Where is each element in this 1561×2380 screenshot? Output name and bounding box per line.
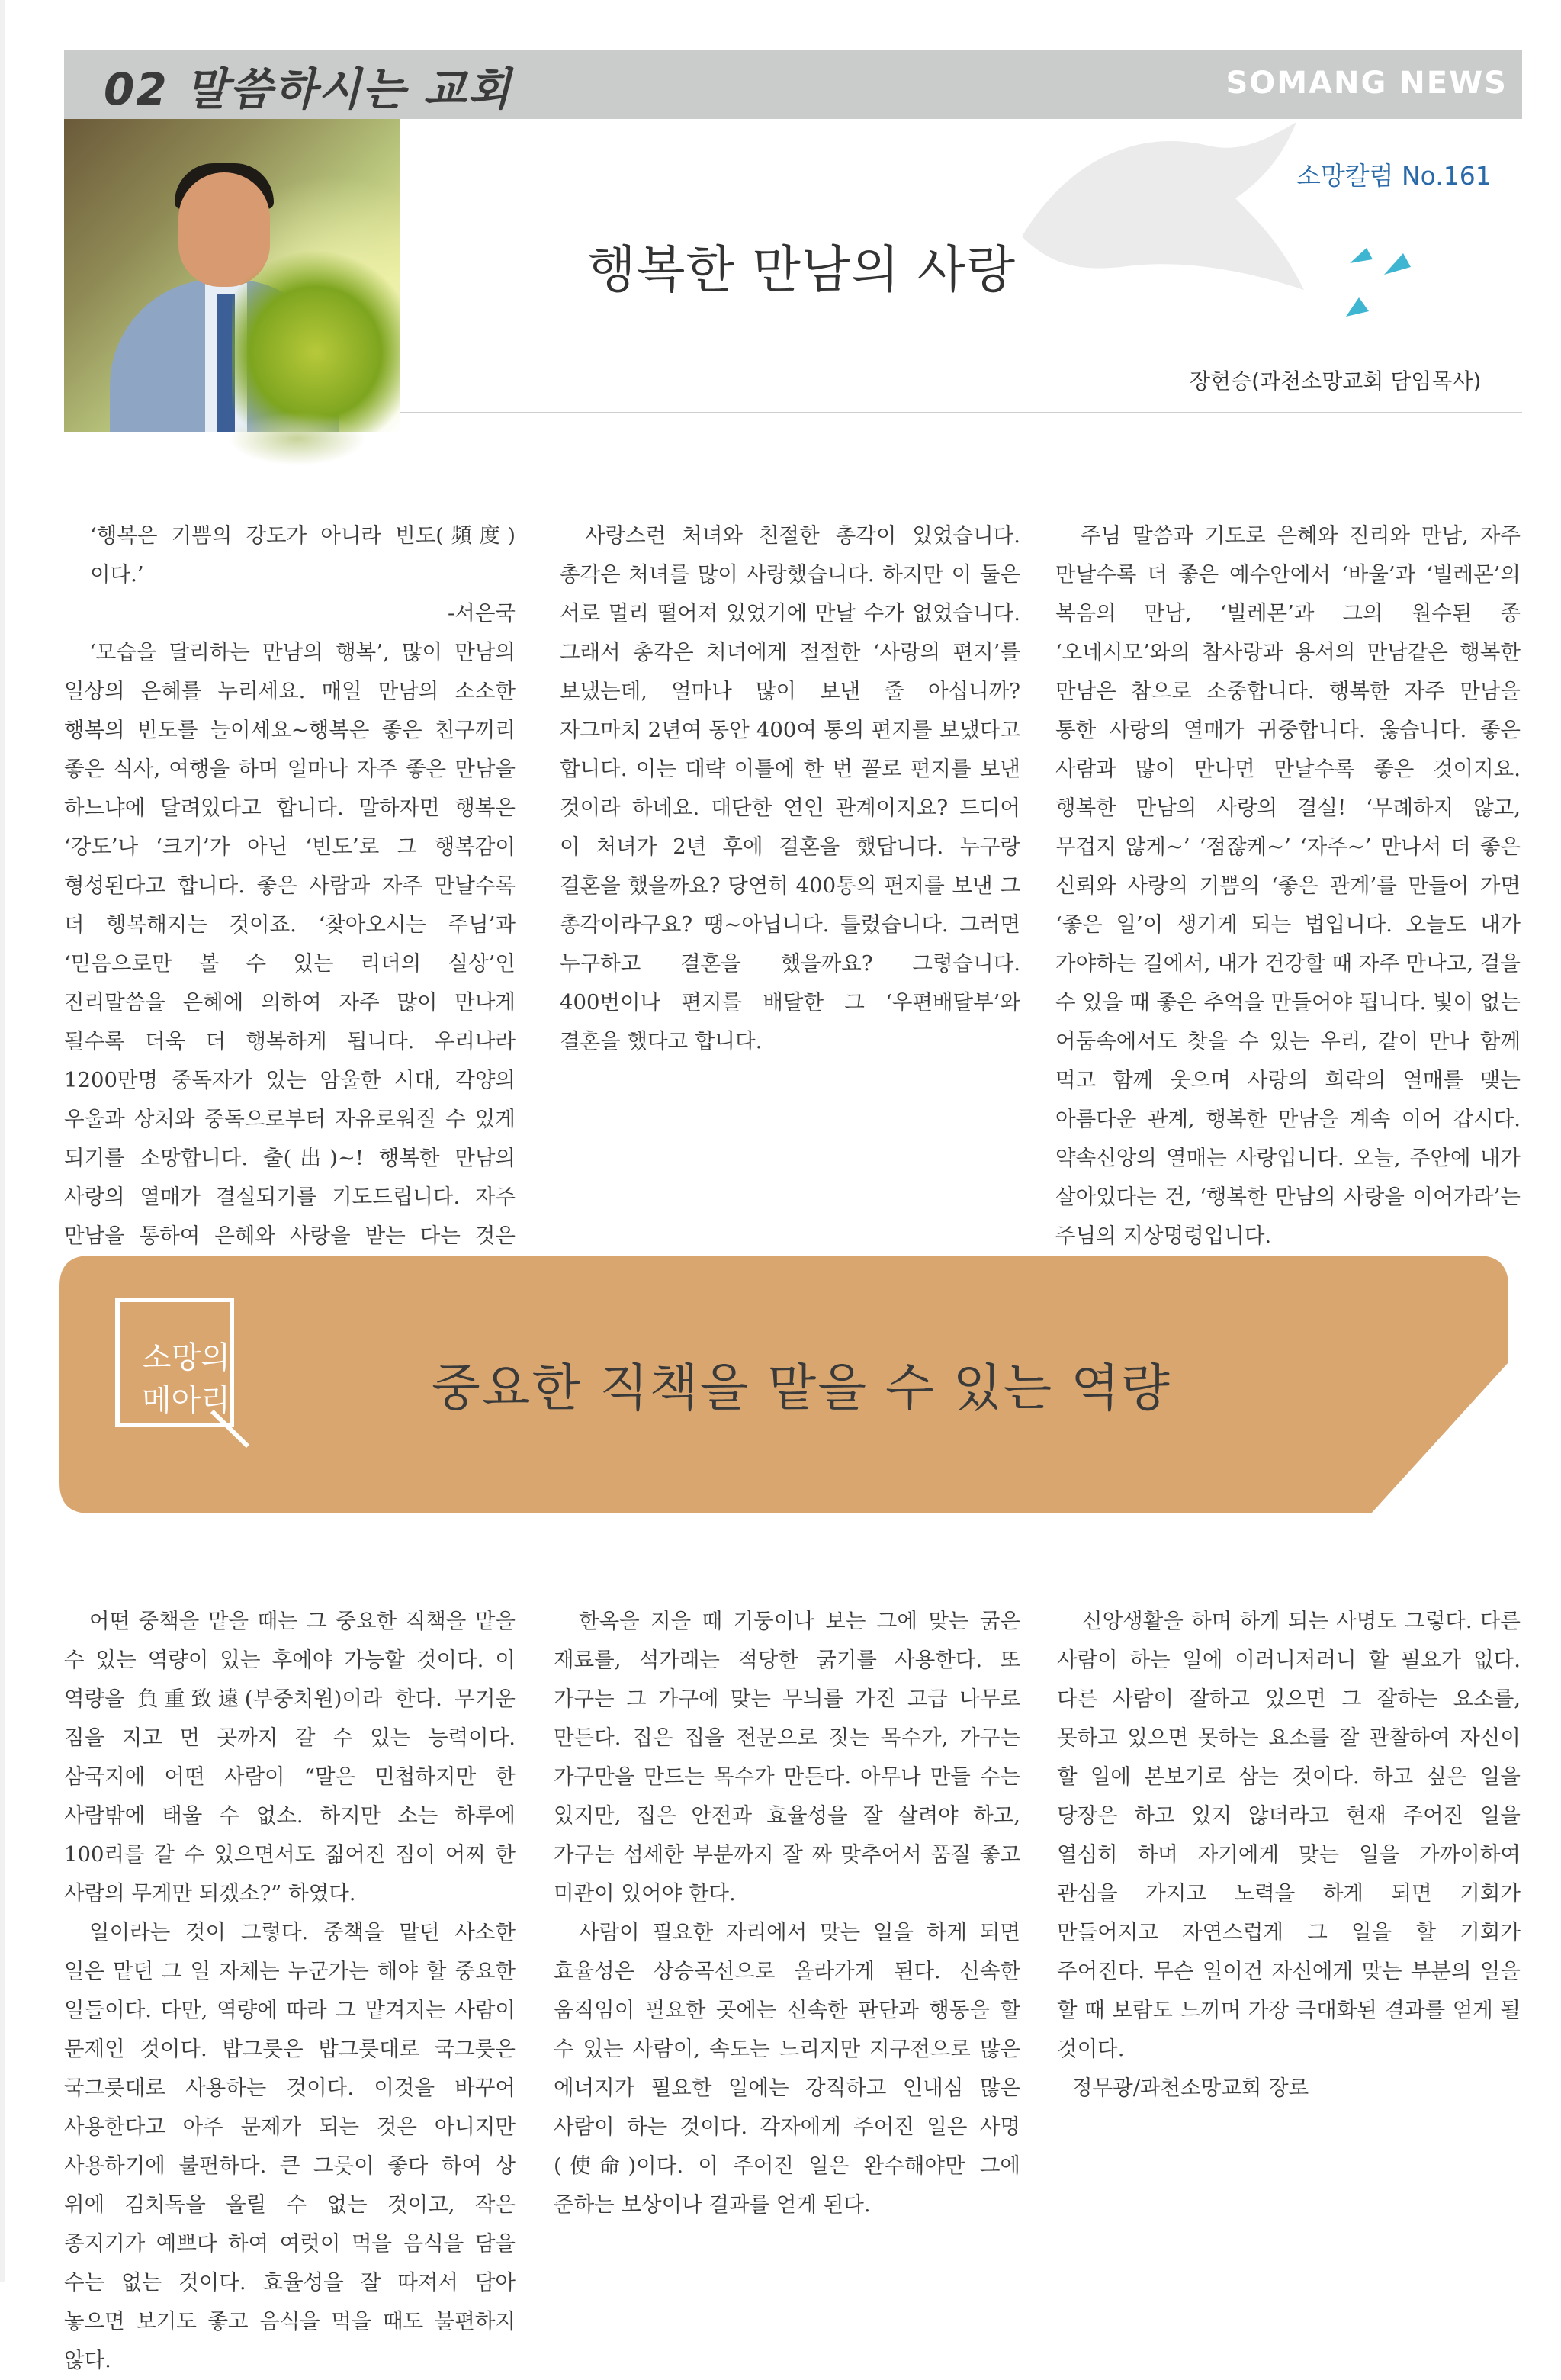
article2-paragraph-2: 일이라는 것이 그렇다. 중책을 맡던 사소한 일은 맡던 그 일 자체는 누군가는 해야 할 중요한 일들이다. 다만, 역량에 따라 그 맡겨지는 사람이 문제인 것이다. 밥그릇은 밥그릇대로 국그릇은 국그릇대로 사용하는 것이다. 이것을 바꾸어 사용한다고 아주 문제가 되는 것은 아니지만 사용하기에 불편하다. 큰 그릇이 좋다 하여 상 위에 김치독을 올릴 수 없는 것이고, 작은 종지기가 예쁘다 하여 여럿이 먹을 음식을 담을 수는 없는 것이다. 효율성을 잘 따져서 담아 놓으면 보기도 좋고 음식을 먹을 때도 불편하지 않다. — [64, 1920, 516, 2372]
epigraph-quote: ‘행복은 기쁨의 강도가 아니라 빈도(頻度)이다.’ — [90, 523, 516, 587]
header-divider — [400, 412, 1522, 413]
article2-column-3 — [1057, 1602, 1521, 2108]
banner-title: 중요한 직책을 맡을 수 있는 역량 — [432, 1359, 1171, 1417]
article2-column-2 — [554, 1602, 1020, 2224]
photo-decoration — [229, 412, 366, 465]
article1-column-3 — [1055, 516, 1521, 1256]
birds-icon — [1342, 244, 1426, 336]
article1-paragraph-3: 주님 말씀과 기도로 은혜와 진리와 만남, 자주 만날수록 더 좋은 예수안에서 ‘바울’과 ‘빌레몬’의 복음의 만남, ‘빌레몬’과 그의 원수된 종 ‘오네시모’와의 참사랑과 용서의 만남같은 행복한 만남은 참으로 소중합니다. 행복한 자주 만남을 통한 사랑의 열매가 귀중합니다. 옳습니다. 좋은 사람과 많이 만나면 만날수록 좋은 것이지요. 행복한 만남의 사랑의 결실! ‘무례하지 않고, 무겁지 않게~’ ‘점잖케~’ ‘자주~’ 만나서 더 좋은 신뢰와 사랑의 기쁨의 ‘좋은 관계’를 만들어 가면 ‘좋은 일’이 생기게 되는 법입니다. 오늘도 내가 가야하는 길에서, 내가 건강할 때 자주 만나고, 걸을 수 있을 때 좋은 추억을 만들어야 됩니다. 빛이 없는 어둠속에서도 찾을 수 있는 우리, 같이 만나 함께 먹고 함께 웃으며 사랑의 희락의 열매를 맺는 아름다운 관계, 행복한 만남을 계속 이어 갑시다. 약속신앙의 열매는 사랑입니다. 오늘, 주안에 내가 살아있다는 건, ‘행복한 만남의 사랑을 이어가라’는 주님의 지상명령입니다. — [1055, 523, 1521, 1248]
author-byline: 장현승(과천소망교회 담임목사) — [1190, 368, 1482, 394]
brand-logo: SOMANG NEWS — [1225, 66, 1508, 101]
article1-column-1 — [64, 516, 516, 1295]
epigraph-source: -서은국 — [448, 601, 516, 626]
article2-column-1 — [64, 1602, 516, 2380]
banner-label-line2: 메아리 — [142, 1383, 230, 1418]
article2-paragraph-5: 신앙생활을 하며 하게 되는 사명도 그렇다. 다른 사람이 하는 일에 이러니저러니 할 필요가 없다. 다른 사람이 잘하고 있으면 그 잘하는 요소를, 못하고 있으면 못하는 요소를 잘 관찰하여 자신이 할 일에 본보기로 삼는 것이다. 하고 싶은 일을 당장은 하고 있지 않더라고 현재 주어진 일을 열심히 하며 자기에게 맞는 일을 가까이하여 관심을 가지고 노력을 하게 되면 기회가 만들어지고 자연스럽게 그 일을 할 기회가 주어진다. 무슨 일이건 자신에게 맞는 부분의 일을 할 때 보람도 느끼며 가장 극대화된 결과를 얻게 될 것이다. — [1057, 1609, 1521, 2061]
article1-paragraph-2: 사랑스런 처녀와 친절한 총각이 있었습니다. 총각은 처녀를 많이 사랑했습니다. 하지만 이 둘은 서로 멀리 떨어져 있었기에 만날 수가 없었습니다. 그래서 총각은 처녀에게 절절한 ‘사랑의 편지’를 보냈는데, 얼마나 많이 보낸 줄 아십니까? 자그마치 2년여 동안 400여 통의 편지를 보냈다고 합니다. 이는 대략 이틀에 한 번 꼴로 편지를 보낸 것이라 하네요. 대단한 연인 관계이지요? 드디어 이 처녀가 2년 후에 결혼을 했답니다. 누구랑 결혼을 했을까요? 당연히 400통의 편지를 보낸 그 총각이라구요? 땡~아닙니다. 틀렸습니다. 그러면 누구하고 결혼을 했을까요? 그렇습니다. 400번이나 편지를 배달한 그 ‘우편배달부’와 결혼을 했다고 합니다. — [560, 523, 1020, 1053]
article2-paragraph-4: 사람이 필요한 자리에서 맞는 일을 하게 되면 효율성은 상승곡선으로 올라가게 된다. 신속한 움직임이 필요한 곳에는 신속한 판단과 행동을 할 수 있는 사람이, 속도는 느리지만 지구전으로 많은 에너지가 필요한 일에는 강직하고 인내심 많은 사람이 하는 것이다. 각자에게 주어진 일은 사명(使命)이다. 이 주어진 일은 완수해야만 그에 준하는 보상이나 결과를 얻게 된다. — [554, 1920, 1020, 2217]
section-label: 02 말씀하시는 교회 — [104, 63, 512, 115]
article2-paragraph-1: 어떤 중책을 맡을 때는 그 중요한 직책을 맡을 수 있는 역량이 있는 후에야 가능할 것이다. 이 역량을 負重致遠(부중치원)이라 한다. 무거운 짐을 지고 먼 곳까지 갈 수 있는 능력이다. 삼국지에 어떤 사람이 “말은 민첩하지만 한 사람밖에 태울 수 없소. 하지만 소는 하루에 100리를 갈 수 있으면서도 짊어진 짐이 어찌 한 사람의 무게만 되겠소?” 하였다. — [64, 1609, 516, 1906]
article2-signature: 정무광/과천소망교회 장로 — [1072, 2076, 1309, 2100]
pastor-photo — [64, 119, 400, 432]
page-edge — [0, 0, 5, 2282]
banner-label — [122, 1336, 250, 1422]
dove-watermark-icon — [1007, 114, 1312, 305]
banner-label-line1: 소망의 — [142, 1340, 230, 1375]
article-title: 행복한 만남의 사랑 — [587, 240, 1017, 299]
article1-column-2 — [560, 516, 1020, 1061]
article2-paragraph-3: 한옥을 지을 때 기둥이나 보는 그에 맞는 굵은 재료를, 석가래는 적당한 굵기를 사용한다. 또 가구는 그 가구에 맞는 무늬를 가진 고급 나무로 만든다. 집은 집을 전문으로 짓는 목수가, 가구는 가구만을 만드는 목수가 만든다. 아무나 만들 수는 있지만, 집은 안전과 효율성을 잘 살려야 하고, 가구는 섬세한 부분까지 잘 짜 맞추어서 품질 좋고 미관이 있어야 한다. — [554, 1609, 1020, 1906]
column-number: 소망칼럼 No.161 — [1296, 161, 1492, 191]
article1-paragraph-1: ‘모습을 달리하는 만남의 행복’, 많이 만남의 일상의 은혜를 누리세요. 매일 만남의 소소한 행복의 빈도를 늘이세요~행복은 좋은 친구끼리 좋은 식사, 여행을 하며 얼마나 자주 좋은 만남을 하느냐에 달려있다고 합니다. 말하자면 행복은 ‘강도’나 ‘크기’가 아닌 ‘빈도’로 그 행복감이 형성된다고 합니다. 좋은 사람과 자주 만날수록 더 행복해지는 것이죠. ‘찾아오시는 주님’과 ‘믿음으로만 볼 수 있는 리더의 실상’인 진리말씀을 은혜에 의하여 자주 많이 만나게 될수록 더욱 더 행복하게 됩니다. 우리나라 1200만명 중독자가 있는 암울한 시대, 각양의 우울과 상처와 중독으로부터 자유로워질 수 있게 되기를 소망합니다. 출(出)~! 행복한 만남의 사랑의 열매가 결실되기를 기도드립니다. 자주 만남을 통하여 은혜와 사랑을 받는 다는 것은 — [64, 640, 516, 1248]
